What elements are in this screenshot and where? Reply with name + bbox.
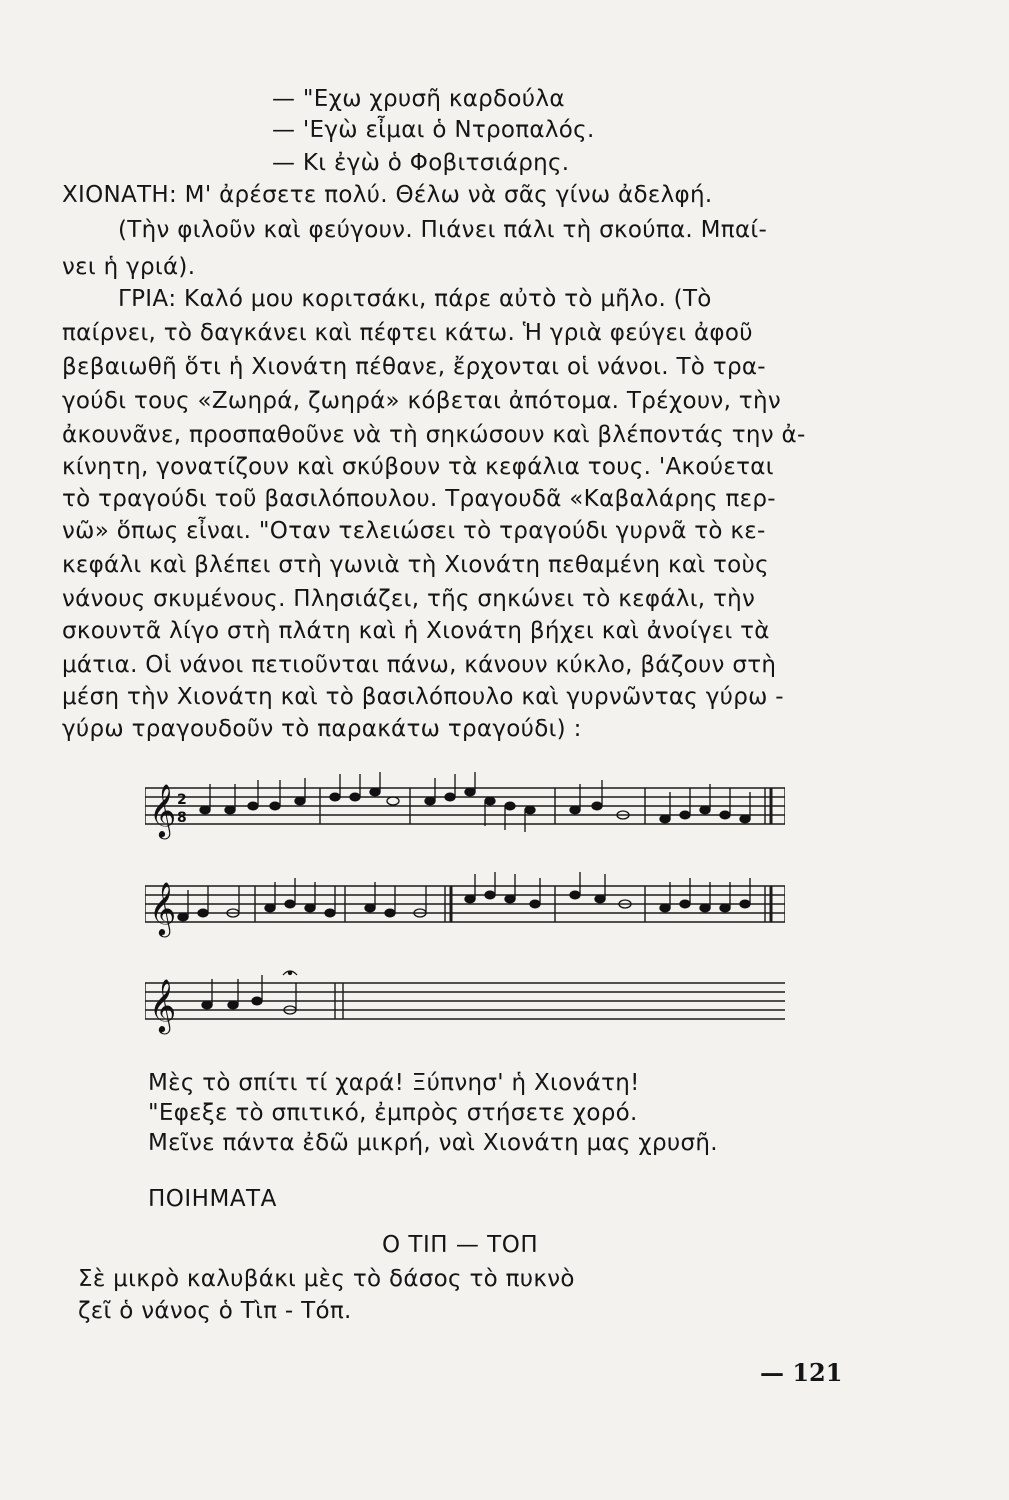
staff-3-svg xyxy=(145,965,785,1045)
music-staff-1 xyxy=(145,770,785,850)
paragraph-line: γούδι τους «Ζωηρά, ζωηρά» κόβεται ἀπότομα. Τρέχουν, τὴν xyxy=(62,388,781,414)
staff-2-svg xyxy=(145,868,785,948)
paragraph-line: κίνητη, γονατίζουν καὶ σκύβουν τὰ κεφάλια τους. 'Ακούεται xyxy=(62,454,774,480)
treble-clef-icon: 𝄞 xyxy=(149,783,177,837)
poem-line: ζεῖ ὁ νάνος ὁ Τὶπ - Τόπ. xyxy=(78,1298,352,1324)
poem-title: Ο ΤΙΠ — ΤΟΠ xyxy=(382,1232,539,1258)
poem-line: Σὲ μικρὸ καλυβάκι μὲς τὸ δάσος τὸ πυκνὸ xyxy=(78,1266,575,1292)
song-line: "Εφεξε τὸ σπιτικό, ἐμπρὸς στήσετε χορό. xyxy=(148,1100,638,1126)
paragraph-line: παίρνει, τὸ δαγκάνει καὶ πέφτει κάτω. Ἡ γριὰ φεύγει ἀφοῦ xyxy=(62,320,753,346)
time-signature-top: 2 xyxy=(177,792,187,808)
section-title: ΠΟΙΗΜΑΤΑ xyxy=(148,1186,277,1212)
paragraph-line: μάτια. Οἱ νάνοι πετιοῦνται πάνω, κάνουν κύκλο, βάζουν στὴ xyxy=(62,652,777,678)
music-staff-3 xyxy=(145,965,785,1045)
treble-clef-icon: 𝄞 xyxy=(149,881,177,935)
paragraph-line: γύρω τραγουδοῦν τὸ παρακάτω τραγούδι) : xyxy=(62,716,582,742)
song-line: Μεῖνε πάντα ἐδῶ μικρή, ναὶ Χιονάτη μας χρυσῆ. xyxy=(148,1130,718,1156)
paragraph-line: βεβαιωθῆ ὅτι ἡ Χιονάτη πέθανε, ἔρχονται οἱ νάνοι. Τὸ τρα- xyxy=(62,354,766,380)
paragraph-line: κεφάλι καὶ βλέπει στὴ γωνιὰ τὴ Χιονάτη πεθαμένη καὶ τοὺς xyxy=(62,552,769,578)
paragraph-line: νάνους σκυμένους. Πλησιάζει, τῆς σηκώνει τὸ κεφάλι, τὴν xyxy=(62,586,756,612)
paragraph-line: ΓΡΙΑ: Καλό μου κοριτσάκι, πάρε αὐτὸ τὸ μῆλο. (Τὸ xyxy=(118,286,712,312)
dialogue-line: — "Εχω χρυσῆ καρδούλα xyxy=(272,86,565,112)
treble-clef-icon: 𝄞 xyxy=(149,978,177,1032)
paragraph-line: σκουντᾶ λίγο στὴ πλάτη καὶ ἡ Χιονάτη βήχει καὶ ἀνοίγει τὰ xyxy=(62,618,770,644)
staff-1-svg xyxy=(145,770,785,850)
song-line: Μὲς τὸ σπίτι τί χαρά! Ξύπνησ' ἡ Χιονάτη! xyxy=(148,1070,640,1096)
page-number: — 121 xyxy=(760,1358,843,1387)
music-staff-2 xyxy=(145,868,785,948)
paragraph-line: μέση τὴν Χιονάτη καὶ τὸ βασιλόπουλο καὶ γυρνῶντας γύρω - xyxy=(62,684,784,710)
paragraph-line: τὸ τραγούδι τοῦ βασιλόπουλου. Τραγουδᾶ «Καβαλάρης περ- xyxy=(62,486,776,512)
paragraph-line: νει ἡ γριά). xyxy=(62,254,196,280)
paragraph-line: (Τὴν φιλοῦν καὶ φεύγουν. Πιάνει πάλι τὴ σκούπα. Μπαί- xyxy=(118,217,768,243)
paragraph-line: ΧΙΟΝΑΤΗ: Μ' ἀρέσετε πολύ. Θέλω νὰ σᾶς γίνω ἀδελφή. xyxy=(62,182,713,208)
paragraph-line: νῶ» ὅπως εἶναι. "Οταν τελειώσει τὸ τραγούδι γυρνᾶ τὸ κε- xyxy=(62,518,766,544)
dialogue-line: — Κι ἐγὼ ὁ Φοβιτσιάρης. xyxy=(272,150,570,176)
paragraph-line: ἀκουνᾶνε, προσπαθοῦνε νὰ τὴ σηκώσουν καὶ βλέποντάς την ἀ- xyxy=(62,422,806,448)
time-signature-bottom: 8 xyxy=(177,810,187,826)
dialogue-line: — 'Εγὼ εἶμαι ὁ Ντροπαλός. xyxy=(272,117,595,143)
